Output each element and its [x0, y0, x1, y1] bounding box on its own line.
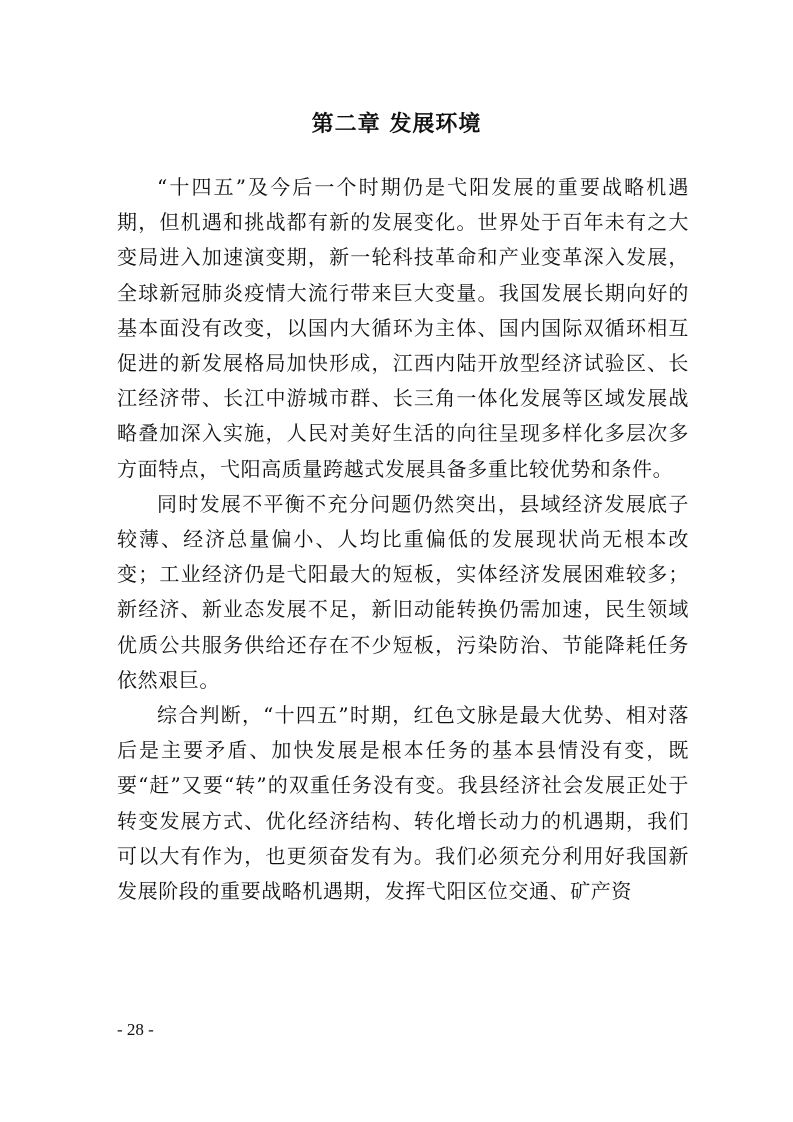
paragraph-challenges: 同时发展不平衡不充分问题仍然突出，县域经济发展底子较薄、经济总量偏小、人均比重偏低的发展现状尚无根本改变；工业经济仍是弋阳最大的短板，实体经济发展困难较多；新经济、新业态发展不足，新旧动能转换仍需加速，民生领域优质公共服务供给还存在不少短板，污染防治、节能降耗任务依然艰巨。: [117, 491, 689, 692]
chapter-title: 第二章 发展环境: [311, 112, 482, 137]
page-number: - 28 -: [117, 1020, 154, 1039]
paragraph-judgment: 综合判断，“十四五”时期，红色文脉是最大优势、相对落后是主要矛盾、加快发展是根本任务的基本县情没有变，既要“赶”又要“转”的双重任务没有变。我县经济社会发展正处于转变发展方式、优化经济结构、转化增长动力的机遇期，我们可以大有作为，也更须奋发有为。我们必须充分利用好我国新发展阶段的重要战略机遇期，发挥弋阳区位交通、矿产资: [117, 703, 689, 904]
paragraph-opportunities: “十四五”及今后一个时期仍是弋阳发展的重要战略机遇期，但机遇和挑战都有新的发展变化。世界处于百年未有之大变局进入加速演变期，新一轮科技革命和产业变革深入发展，全球新冠肺炎疫情大流行带来巨大变量。我国发展长期向好的基本面没有改变，以国内大循环为主体、国内国际双循环相互促进的新发展格局加快形成，江西内陆开放型经济试验区、长江经济带、长江中游城市群、长三角一体化发展等区域发展战略叠加深入实施，人民对美好生活的向往呈现多样化多层次多方面特点，弋阳高质量跨越式发展具备多重比较优势和条件。: [117, 175, 689, 481]
body-text: [117, 170, 689, 909]
